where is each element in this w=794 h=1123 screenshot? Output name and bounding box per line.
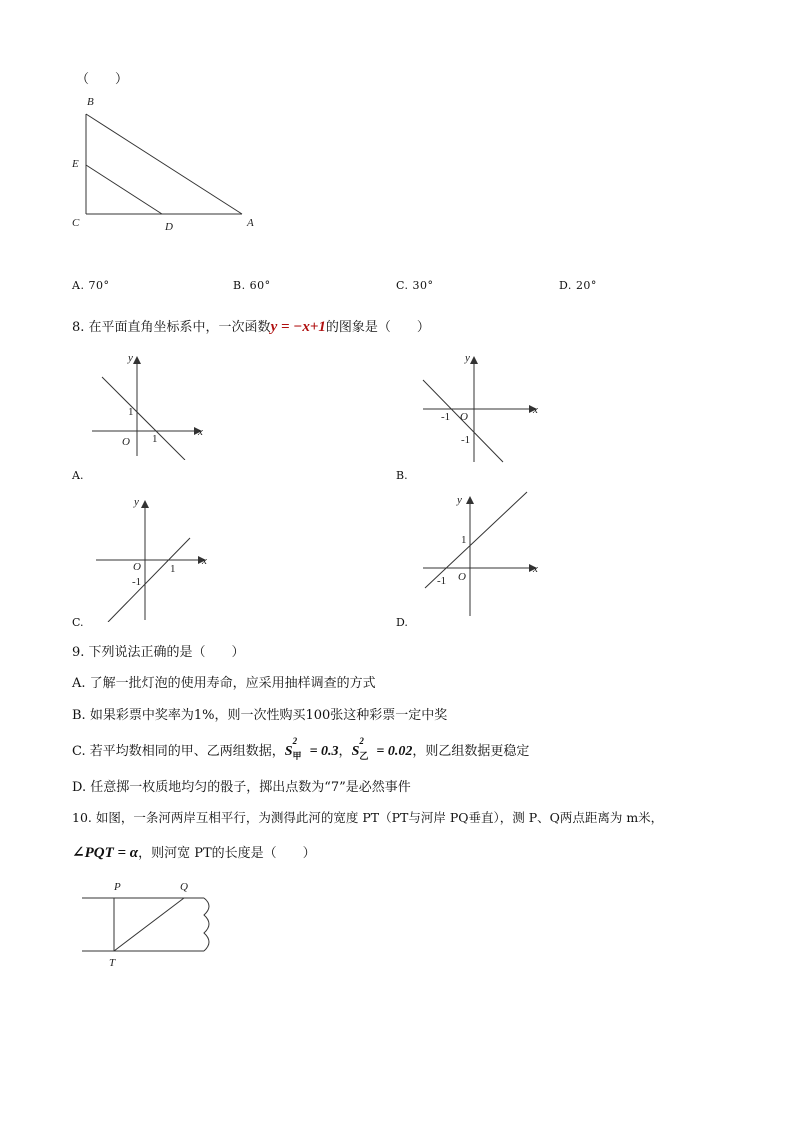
tick-label: 1 xyxy=(128,406,134,418)
axis-y-label: y xyxy=(128,352,133,364)
q9-stem: 9. 下列说法正确的是（ ） xyxy=(72,645,245,660)
q8-option-c[interactable]: C. xyxy=(72,616,84,629)
tick-label: 1 xyxy=(461,534,467,546)
q7-option-c[interactable]: C. 30° xyxy=(396,279,434,292)
axis-x-label: x xyxy=(533,404,538,416)
q10-stem-line2: ∠PQT = α，则河宽 PT的长度是（ ） xyxy=(72,845,316,861)
origin-label: O xyxy=(458,571,466,583)
q8-graph-a xyxy=(90,350,220,460)
q9-option-b[interactable]: B. 如果彩票中奖率为1%，则一次性购买100张这种彩票一定中奖 xyxy=(72,708,448,723)
q10-formula: ∠PQT = α xyxy=(72,845,139,861)
label-B: B xyxy=(87,96,94,108)
q7-option-b[interactable]: B. 60° xyxy=(233,279,271,292)
q9-option-d[interactable]: D. 任意掷一枚质地均匀的骰子，掷出点数为“7”是必然事件 xyxy=(72,780,411,795)
q8-option-d[interactable]: D. xyxy=(396,616,408,629)
q10-stem-line1: 10. 如图，一条河两岸互相平行，为测得此河的宽度 PT（PT与河岸 PQ垂直），测 P、Q两点距离为 m米， xyxy=(72,810,664,825)
tick-label: -1 xyxy=(132,576,142,588)
axis-x-label: x xyxy=(202,555,207,567)
label-E: E xyxy=(72,158,79,170)
q9-option-a[interactable]: A. 了解一批灯泡的使用寿命，应采用抽样调查的方式 xyxy=(72,676,376,691)
label-A: A xyxy=(247,217,254,229)
q7-stem-tail: （ ） xyxy=(76,72,129,87)
q8-formula: y = −x+1 xyxy=(270,319,326,335)
axis-y-label: y xyxy=(465,352,470,364)
q8-graph-c xyxy=(90,492,220,622)
q8-graph-b xyxy=(415,350,545,465)
q8-option-b[interactable]: B. xyxy=(396,469,408,482)
q8-graph-d xyxy=(415,488,545,618)
q7-triangle-figure xyxy=(66,92,266,237)
axis-x-label: x xyxy=(533,563,538,575)
tick-label: 1 xyxy=(152,433,158,445)
axis-y-label: y xyxy=(134,496,139,508)
tick-label: -1 xyxy=(437,575,447,587)
q7-option-a[interactable]: A. 70° xyxy=(72,279,110,292)
label-P: P xyxy=(114,881,121,893)
axis-x-label: x xyxy=(198,426,203,438)
axis-y-label: y xyxy=(457,494,462,506)
label-C: C xyxy=(72,217,80,229)
tick-label: 1 xyxy=(170,563,176,575)
tick-label: -1 xyxy=(461,434,471,446)
label-Q: Q xyxy=(180,881,188,893)
label-D: D xyxy=(165,221,173,233)
label-T: T xyxy=(109,957,116,969)
q8-stem: 8. 在平面直角坐标系中，一次函数y = −x+1的图象是（ ） xyxy=(72,319,430,335)
origin-label: O xyxy=(122,436,130,448)
q8-option-a[interactable]: A. xyxy=(72,469,84,482)
q7-option-d[interactable]: D. 20° xyxy=(559,279,597,292)
origin-label: O xyxy=(133,561,141,573)
origin-label: O xyxy=(460,411,468,423)
q10-river-figure xyxy=(76,876,216,971)
q9-option-c[interactable]: C. 若平均数相同的甲、乙两组数据，$S_甲^2 = 0.3$，$S_乙^2 = 0.02$，则乙组数据更稳定 xyxy=(72,736,530,761)
tick-label: -1 xyxy=(441,411,451,423)
